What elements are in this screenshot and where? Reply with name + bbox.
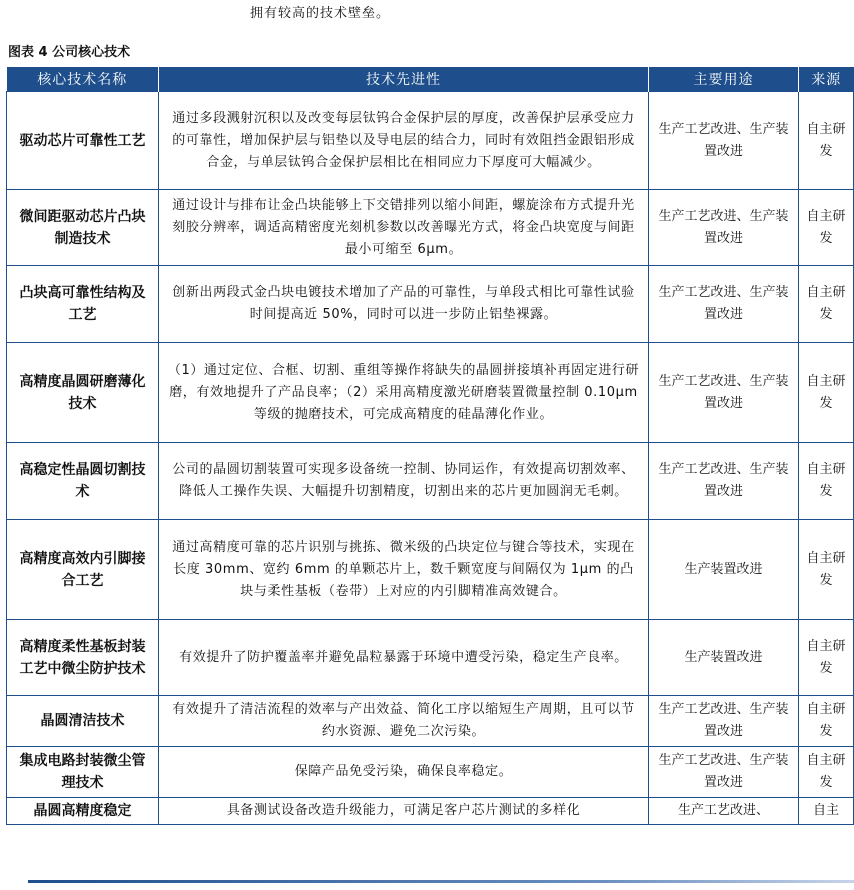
table-row	[7, 747, 854, 798]
table-caption: 图表 4 公司核心技术	[8, 45, 131, 60]
tech-use-cell: 生产工艺改进、生产装置改进	[649, 266, 799, 343]
tech-name-cell: 晶圆清洁技术	[7, 696, 159, 747]
table-row	[7, 520, 854, 620]
tech-desc-cell: 通过高精度可靠的芯片识别与挑拣、微米级的凸块定位与键合等技术，实现在长度 30mm、宽约 6mm 的单颗芯片上，数千颗宽度与间隔仅为 1μm 的凸块与柔性基板（卷带）上对应的内引脚精准高效键合。	[159, 520, 649, 620]
tech-source-cell: 自主研发	[799, 443, 854, 520]
tech-desc-cell: 有效提升了清洁流程的效率与产出效益、简化工序以缩短生产周期，且可以节约水资源、避免二次污染。	[159, 696, 649, 747]
tech-source-cell: 自主研发	[799, 620, 854, 696]
table-row	[7, 343, 854, 443]
header-tech-advancement: 技术先进性	[159, 67, 649, 92]
footer-divider-bar	[28, 880, 854, 883]
tech-name-cell: 高精度高效内引脚接合工艺	[7, 520, 159, 620]
tech-source-cell: 自主研发	[799, 696, 854, 747]
tech-name-cell: 微间距驱动芯片凸块制造技术	[7, 190, 159, 266]
tech-use-cell: 生产装置改进	[649, 520, 799, 620]
tech-use-cell: 生产工艺改进、生产装置改进	[649, 92, 799, 190]
tech-use-cell: 生产装置改进	[649, 620, 799, 696]
tech-desc-cell: 具备测试设备改造升级能力，可满足客户芯片测试的多样化	[159, 798, 649, 825]
tech-desc-cell: 有效提升了防护覆盖率并避免晶粒暴露于环境中遭受污染，稳定生产良率。	[159, 620, 649, 696]
tech-name-cell: 集成电路封装微尘管理技术	[7, 747, 159, 798]
tech-source-cell: 自主研发	[799, 520, 854, 620]
table-header-row	[7, 67, 854, 92]
tech-desc-cell: （1）通过定位、合框、切割、重组等操作将缺失的晶圆拼接填补再固定进行研磨，有效地提升了产品良率；（2）采用高精度激光研磨装置微量控制 0.10μm 等级的抛磨技术，可完成高精度的硅晶薄化作业。	[159, 343, 649, 443]
header-main-use: 主要用途	[649, 67, 799, 92]
tech-use-cell: 生产工艺改进、生产装置改进	[649, 443, 799, 520]
tech-source-cell: 自主研发	[799, 92, 854, 190]
tech-source-cell: 自主研发	[799, 343, 854, 443]
tech-desc-cell: 保障产品免受污染，确保良率稳定。	[159, 747, 649, 798]
header-tech-name: 核心技术名称	[7, 67, 159, 92]
tech-use-cell: 生产工艺改进、	[649, 798, 799, 825]
core-tech-table	[6, 67, 854, 825]
table-row	[7, 190, 854, 266]
tech-name-cell: 高精度晶圆研磨薄化技术	[7, 343, 159, 443]
tech-name-cell: 驱动芯片可靠性工艺	[7, 92, 159, 190]
tech-source-cell: 自主研发	[799, 266, 854, 343]
table-row	[7, 798, 854, 825]
tech-source-cell: 自主研发	[799, 747, 854, 798]
tech-use-cell: 生产工艺改进、生产装置改进	[649, 343, 799, 443]
tech-source-cell: 自主研发	[799, 190, 854, 266]
tech-name-cell: 凸块高可靠性结构及工艺	[7, 266, 159, 343]
tech-name-cell: 高精度柔性基板封装工艺中微尘防护技术	[7, 620, 159, 696]
tech-use-cell: 生产工艺改进、生产装置改进	[649, 696, 799, 747]
tech-desc-cell: 创新出两段式金凸块电镀技术增加了产品的可靠性，与单段式相比可靠性试验时间提高近 50%，同时可以进一步防止铝垫裸露。	[159, 266, 649, 343]
tech-name-cell: 晶圆高精度稳定	[7, 798, 159, 825]
table-row	[7, 92, 854, 190]
intro-text-line: 拥有较高的技术壁垒。	[250, 6, 391, 21]
table-row	[7, 266, 854, 343]
tech-source-cell: 自主	[799, 798, 854, 825]
table-row	[7, 443, 854, 520]
table-row	[7, 696, 854, 747]
tech-use-cell: 生产工艺改进、生产装置改进	[649, 747, 799, 798]
tech-desc-cell: 公司的晶圆切割装置可实现多设备统一控制、协同运作，有效提高切割效率、降低人工操作失误、大幅提升切割精度，切割出来的芯片更加圆润无毛刺。	[159, 443, 649, 520]
tech-desc-cell: 通过设计与排布让金凸块能够上下交错排列以缩小间距，螺旋涂布方式提升光刻胶分辨率，调适高精密度光刻机参数以改善曝光方式，将金凸块宽度与间距最小可缩至 6μm。	[159, 190, 649, 266]
tech-name-cell: 高稳定性晶圆切割技术	[7, 443, 159, 520]
table-row	[7, 620, 854, 696]
header-source: 来源	[799, 67, 854, 92]
tech-use-cell: 生产工艺改进、生产装置改进	[649, 190, 799, 266]
tech-desc-cell: 通过多段溅射沉积以及改变每层钛钨合金保护层的厚度，改善保护层承受应力的可靠性，增加保护层与铝垫以及导电层的结合力，同时有效阻挡金跟铝形成合金，与单层钛钨合金保护层相比在相同应力下厚度可大幅减少。	[159, 92, 649, 190]
